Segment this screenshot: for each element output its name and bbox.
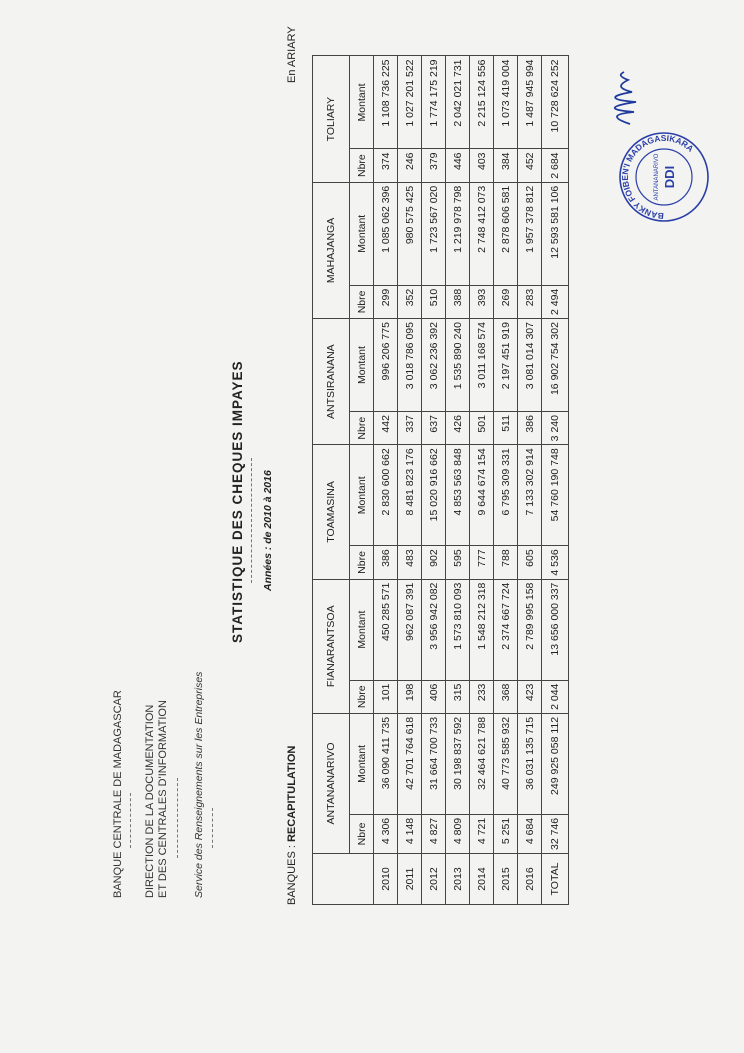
nbre-cell: 902 [422,546,446,579]
nbre-header: Nbre [350,285,374,318]
montant-cell: 3 018 786 095 [398,319,422,412]
nbre-cell: 637 [422,412,446,445]
total-montant-cell: 249 925 058 112 [542,713,569,814]
montant-cell: 32 464 621 788 [470,713,494,814]
table-row [398,56,422,905]
nbre-cell: 368 [494,680,518,713]
header-divider [130,793,131,848]
year-cell: 2010 [374,854,398,905]
nbre-cell: 4 306 [374,814,398,853]
year-header-cell [313,854,374,905]
montant-cell: 2 878 606 581 [494,182,518,285]
region-header-row [313,56,350,905]
nbre-cell: 315 [446,680,470,713]
region-header: FIANARANTSOA [313,579,350,713]
year-cell: 2015 [494,854,518,905]
nbre-cell: 511 [494,412,518,445]
nbre-cell: 101 [374,680,398,713]
montant-cell: 1 573 810 093 [446,579,470,680]
montant-cell: 962 087 391 [398,579,422,680]
table-row [470,56,494,905]
nbre-header: Nbre [350,412,374,445]
total-nbre-cell: 4 536 [542,546,569,579]
nbre-cell: 337 [398,412,422,445]
direction-line-1: DIRECTION DE LA DOCUMENTATION [144,704,156,898]
montant-cell: 2 197 451 919 [494,319,518,412]
nbre-cell: 406 [422,680,446,713]
montant-cell: 2 789 995 158 [518,579,542,680]
currency-unit: En ARIARY [286,26,298,83]
montant-cell: 1 723 567 020 [422,182,446,285]
nbre-cell: 393 [470,285,494,318]
montant-cell: 1 027 201 522 [398,56,422,149]
montant-cell: 15 020 916 662 [422,445,446,546]
montant-cell: 980 575 425 [398,182,422,285]
nbre-header: Nbre [350,149,374,182]
nbre-cell: 452 [518,149,542,182]
nbre-cell: 384 [494,149,518,182]
montant-cell: 31 664 700 733 [422,713,446,814]
region-header: TOAMASINA [313,445,350,579]
nbre-cell: 299 [374,285,398,318]
document-title: STATISTIQUE DES CHEQUES IMPAYES [230,360,245,643]
nbre-cell: 446 [446,149,470,182]
montant-cell: 4 853 563 848 [446,445,470,546]
total-montant-cell: 16 902 754 302 [542,319,569,412]
montant-header: Montant [350,56,374,149]
table-row [422,56,446,905]
montant-cell: 42 701 764 618 [398,713,422,814]
nbre-cell: 788 [494,546,518,579]
nbre-cell: 5 251 [494,814,518,853]
montant-cell: 1 957 378 812 [518,182,542,285]
nbre-cell: 246 [398,149,422,182]
nbre-cell: 4 721 [470,814,494,853]
nbre-header: Nbre [350,546,374,579]
nbre-cell: 403 [470,149,494,182]
region-header: ANTSIRANANA [313,319,350,445]
nbre-header: Nbre [350,814,374,853]
montant-cell: 1 219 978 798 [446,182,470,285]
montant-cell: 2 042 021 731 [446,56,470,149]
montant-cell: 40 773 585 932 [494,713,518,814]
montant-header: Montant [350,445,374,546]
nbre-cell: 423 [518,680,542,713]
year-cell: 2013 [446,854,470,905]
montant-cell: 1 487 945 994 [518,56,542,149]
montant-cell: 36 090 411 735 [374,713,398,814]
bank-stamp-icon [618,131,710,223]
montant-cell: 1 085 062 396 [374,182,398,285]
montant-cell: 30 198 837 592 [446,713,470,814]
total-nbre-cell: 32 746 [542,814,569,853]
nbre-cell: 501 [470,412,494,445]
year-cell: 2014 [470,854,494,905]
montant-cell: 3 011 168 574 [470,319,494,412]
montant-cell: 8 481 823 176 [398,445,422,546]
table-row [374,56,398,905]
nbre-cell: 379 [422,149,446,182]
montant-cell: 2 748 412 073 [470,182,494,285]
nbre-cell: 374 [374,149,398,182]
total-label-cell: TOTAL [542,854,569,905]
signature-icon [600,68,650,128]
montant-cell: 2 830 600 662 [374,445,398,546]
nbre-cell: 198 [398,680,422,713]
montant-cell: 36 031 135 715 [518,713,542,814]
montant-cell: 3 956 942 082 [422,579,446,680]
nbre-cell: 386 [518,412,542,445]
total-row [542,56,569,905]
table-row [446,56,470,905]
region-header: ANTANANARIVO [313,713,350,853]
table-row [494,56,518,905]
document-subtitle: Années : de 2010 à 2016 [262,470,274,591]
montant-cell: 996 206 775 [374,319,398,412]
total-nbre-cell: 2 494 [542,285,569,318]
montant-header: Montant [350,713,374,814]
nbre-cell: 386 [374,546,398,579]
nbre-cell: 510 [422,285,446,318]
organization-name: BANQUE CENTRALE DE MADAGASCAR [112,690,124,898]
montant-cell: 1 108 736 225 [374,56,398,149]
nbre-header: Nbre [350,680,374,713]
year-cell: 2012 [422,854,446,905]
total-montant-cell: 12 593 581 106 [542,182,569,285]
montant-cell: 3 062 236 392 [422,319,446,412]
nbre-cell: 352 [398,285,422,318]
montant-cell: 7 133 302 914 [518,445,542,546]
banques-line [286,746,298,905]
montant-cell: 1 774 175 219 [422,56,446,149]
nbre-cell: 595 [446,546,470,579]
direction-line-2: ET DES CENTRALES D'INFORMATION [157,700,169,898]
nbre-cell: 483 [398,546,422,579]
montant-cell: 3 081 014 307 [518,319,542,412]
montant-cell: 2 215 124 556 [470,56,494,149]
nbre-cell: 4 827 [422,814,446,853]
year-cell: 2016 [518,854,542,905]
montant-cell: 1 535 890 240 [446,319,470,412]
region-header: TOLIARY [313,56,350,182]
total-montant-cell: 13 656 000 337 [542,579,569,680]
total-montant-cell: 10 728 624 252 [542,56,569,149]
header-divider [212,808,213,848]
banques-value: RECAPITULATION [286,745,298,843]
montant-header: Montant [350,579,374,680]
banques-label: BANQUES : [286,842,298,905]
nbre-cell: 4 148 [398,814,422,853]
year-cell: 2011 [398,854,422,905]
statistics-table [312,55,569,905]
stamp-outer-text: BANKY FOIBEN'I MADAGASIKARA [619,132,696,222]
nbre-cell: 388 [446,285,470,318]
nbre-cell: 777 [470,546,494,579]
montant-cell: 1 548 212 318 [470,579,494,680]
nbre-cell: 4 809 [446,814,470,853]
montant-cell: 6 795 309 331 [494,445,518,546]
stamp-code: DDI [662,165,677,189]
nbre-cell: 442 [374,412,398,445]
nbre-cell: 283 [518,285,542,318]
montant-header: Montant [350,319,374,412]
montant-cell: 450 285 571 [374,579,398,680]
title-underline [251,458,252,583]
nbre-cell: 269 [494,285,518,318]
nbre-cell: 605 [518,546,542,579]
service-name: Service des Renseignements sur les Entreprises [193,671,205,898]
table-body [374,56,569,905]
column-header-row [350,56,374,905]
region-header: MAHAJANGA [313,182,350,318]
header-divider [177,778,178,858]
nbre-cell: 233 [470,680,494,713]
montant-cell: 2 374 667 724 [494,579,518,680]
total-nbre-cell: 2 684 [542,149,569,182]
total-montant-cell: 54 760 190 748 [542,445,569,546]
montant-cell: 1 073 419 004 [494,56,518,149]
stamp-inner-text: ANTANANARIVO [654,153,660,201]
total-nbre-cell: 2 044 [542,680,569,713]
montant-header: Montant [350,182,374,285]
total-nbre-cell: 3 240 [542,412,569,445]
montant-cell: 9 644 674 154 [470,445,494,546]
nbre-cell: 426 [446,412,470,445]
nbre-cell: 4 684 [518,814,542,853]
table-row [518,56,542,905]
